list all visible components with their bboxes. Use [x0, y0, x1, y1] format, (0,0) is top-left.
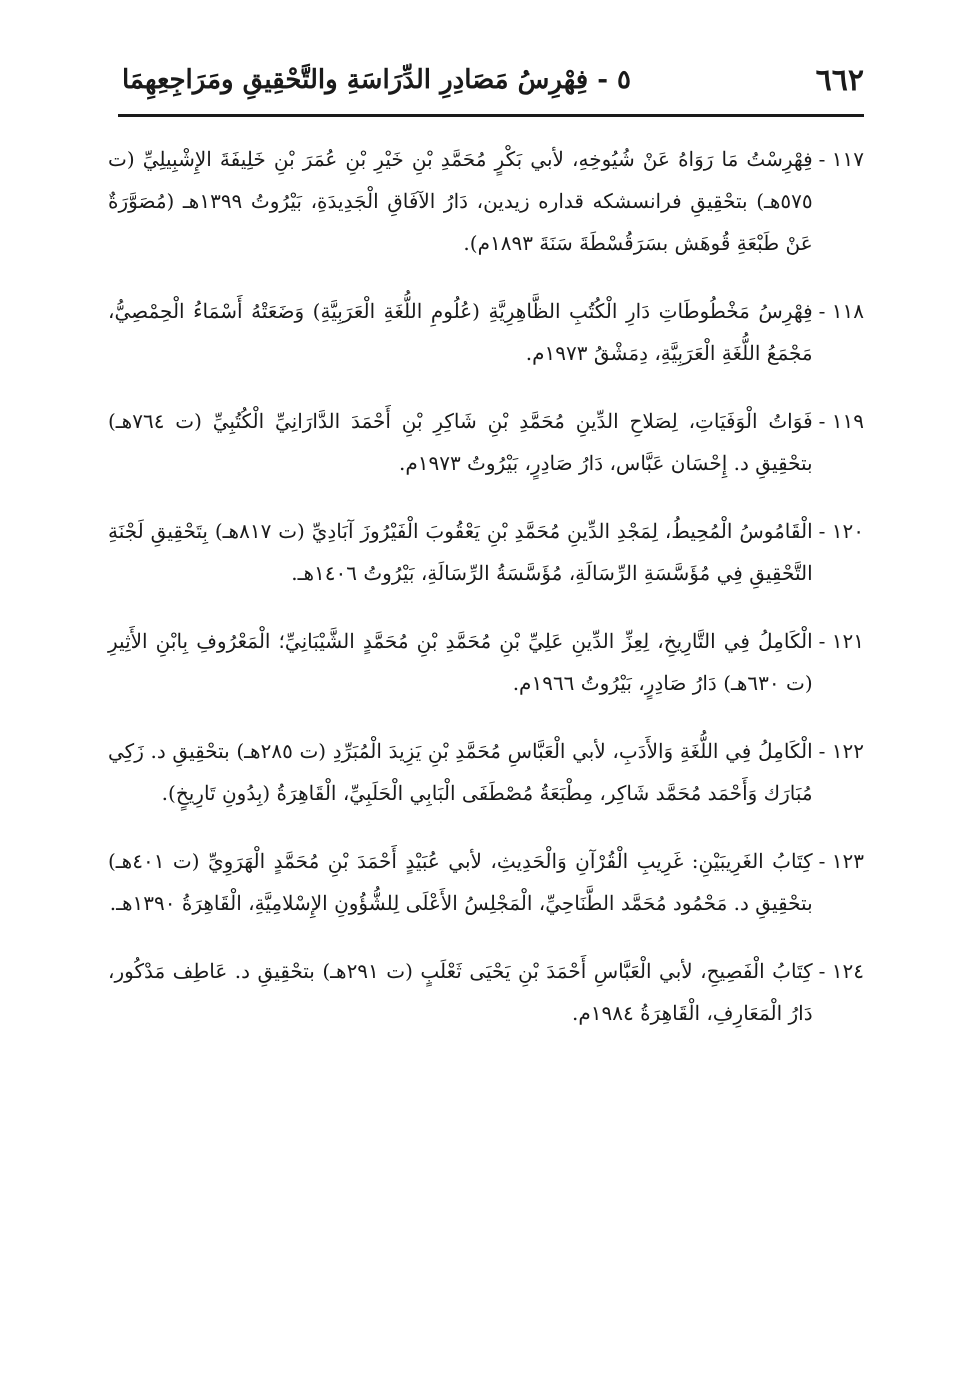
bibliography-entry-123: [108, 840, 864, 924]
bibliography-entry-120: [108, 510, 864, 594]
bibliography-entry-119: [108, 400, 864, 484]
bibliography-entry-117: [108, 138, 864, 264]
entry-text: الْكَامِلُ فِي التَّارِيخِ، لِعِزِّ الدِّينِ عَلِيِّ بْنِ مُحَمَّدِ بْنِ مُحَمَّدٍ الشَّيْبَانِيِّ؛ الْمَعْرُوفِ بِابْنِ الأَثِيرِ (ت ٦٣٠هـ) دَارُ صَادِرٍ، بَيْرُوتُ ١٩٦٦م.: [108, 629, 813, 695]
entry-number: ١٢٢ -: [818, 739, 864, 763]
entry-text: الْكَامِلُ فِي اللُّغَةِ وَالأَدَبِ، لأبي الْعَبَّاسِ مُحَمَّدِ بْنِ يَزِيدَ الْمُبَرِّدِ (ت ٢٨٥هـ) بتحْقِيقِ د. زَكِي مُبَارَك وَأَحْمَد مُحَمَّد شَاكِر، مِطْبَعَةُ مُصْطَفَى الْبَابِي الْحَلَبِيِّ، الْقَاهِرَةُ (بِدُونِ تَارِيخٍ).: [108, 739, 813, 805]
entry-number: ١٢٠ -: [818, 519, 864, 543]
entry-text: كِتَابُ الْفَصِيحِ، لأبي الْعَبَّاسِ أَحْمَدَ بْنِ يَحْيَى ثَعْلَبٍ (ت ٢٩١هـ) بتحْقِيقِ د. عَاطِف مَدْكُور، دَارُ الْمَعَارِفِ، الْقَاهِرَةُ ١٩٨٤م.: [108, 959, 813, 1025]
entry-text: كِتَابُ الغَرِيبَيْنِ: غَرِيبِ الْقُرْآنِ وَالْحَدِيثِ، لأبي عُبَيْدٍ أَحْمَدَ بْنِ مُحَمَّدٍ الْهَرَوِيِّ (ت ٤٠١هـ) بتحْقِيقِ د. مَحْمُود مُحَمَّد الطَّنَاحِيِّ، الْمَجْلِسُ الأَعْلَى لِلشُّؤُونِ الإِسْلامِيَّةِ، الْقَاهِرَةُ ١٣٩٠هـ.: [108, 849, 813, 915]
bibliography-list: [108, 138, 864, 1060]
header-rule: [118, 114, 864, 117]
entry-text: فِهْرِسْتُ مَا رَوَاهُ عَنْ شُيُوخِهِ، لأبي بَكْرٍ مُحَمَّدِ بْنِ خَيْرِ بْنِ عُمَرَ بْنِ خَلِيفَةَ الإِشْبِيلِيِّ (ت ٥٧٥هـ) بتحْقِيقِ فرانسشكه قداره زيدين، دَارُ الآفَاقِ الْجَدِيدَةِ، بَيْرُوتُ ١٣٩٩هـ (مُصَوَّرَةٌ عَنْ طَبْعَةِ قُوهَش بسَرَقُسْطَةَ سَنَةَ ١٨٩٣م).: [108, 147, 813, 255]
bibliography-entry-121: [108, 620, 864, 704]
entry-number: ١١٨ -: [818, 299, 864, 323]
entry-number: ١١٩ -: [818, 409, 864, 433]
entry-text: الْقَامُوسُ الْمُحِيطُ، لِمَجْدِ الدِّينِ مُحَمَّدِ بْنِ يَعْقُوبَ الْفَيْرُوزَ آبَادِيِّ (ت ٨١٧هـ) بِتَحْقِيقِ لَجْنَةِ التَّحْقِيقِ فِي مُؤَسَّسَةِ الرِّسَالَةِ، مُؤَسَّسَةُ الرِّسَالَةِ، بَيْرُوتُ ١٤٠٦هـ.: [108, 519, 813, 585]
page-number: ٦٦٢: [815, 62, 864, 98]
entry-number: ١٢١ -: [818, 629, 864, 653]
bibliography-entry-118: [108, 290, 864, 374]
entry-text: فِهْرِسُ مَخْطُوطَاتِ دَارِ الْكُتُبِ الظَّاهِرِيَّةِ (عُلُومِ اللُّغَةِ الْعَرَبِيَّةِ) وَضَعَتْهُ أَسْمَاءُ الْحِمْصِيُّ، مَجْمَعُ اللُّغَةِ الْعَرَبِيَّةِ، دِمَشْقُ ١٩٧٣م.: [108, 299, 813, 365]
entry-number: ١٢٣ -: [818, 849, 864, 873]
entry-number: ١١٧ -: [818, 147, 864, 171]
bibliography-entry-124: [108, 950, 864, 1034]
bibliography-entry-122: [108, 730, 864, 814]
entry-number: ١٢٤ -: [818, 959, 864, 983]
running-title: ٥ - فِهْرِسُ مَصَادِرِ الدِّرَاسَةِ والتَّحْقِيقِ ومَرَاجِعِهِمَا: [122, 65, 632, 95]
page-header: [118, 52, 864, 108]
entry-text: فَوَاتُ الْوَفَيَاتِ، لِصَلاحِ الدِّينِ مُحَمَّدِ بْنِ شَاكِرِ بْنِ أَحْمَدَ الدَّارَانِيِّ الْكُتُبِيِّ (ت ٧٦٤هـ) بتحْقِيقِ د. إِحْسَان عَبَّاس، دَارُ صَادِرٍ، بَيْرُوتُ ١٩٧٣م.: [108, 409, 813, 475]
